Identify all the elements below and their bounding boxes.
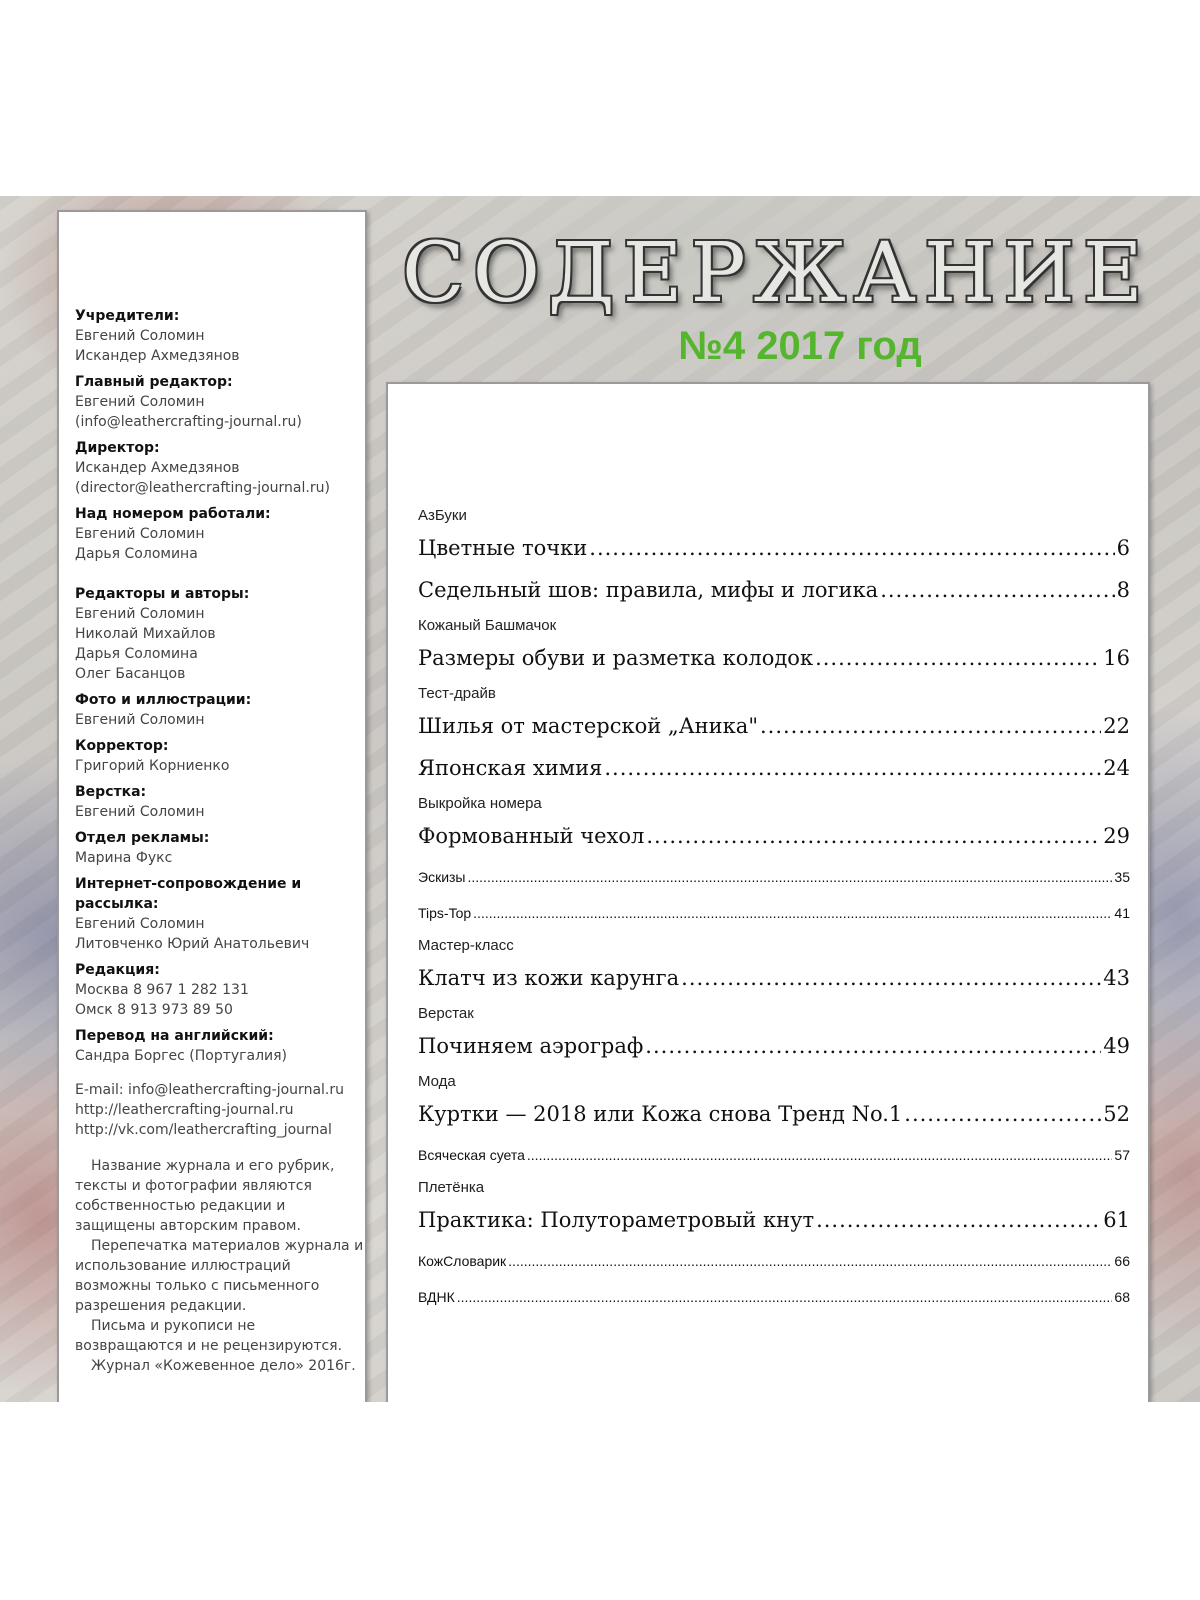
- toc-section: [418, 616, 1130, 676]
- dot-leader: [468, 864, 1113, 890]
- dot-leader: [473, 900, 1112, 926]
- page-number: 22: [1103, 714, 1130, 738]
- page-title: СОДЕРЖАНИЕ: [402, 226, 1151, 321]
- page-number: 29: [1103, 824, 1130, 848]
- toc-entry[interactable]: [418, 530, 1130, 566]
- section-title: Мастер-класс: [418, 937, 514, 954]
- magazine-page: [0, 196, 1200, 1402]
- credit-value: Искандер Ахмедзянов: [75, 348, 240, 364]
- credit-value: Николай Михайлов: [75, 626, 216, 642]
- credit-group: [75, 504, 365, 564]
- credit-group: [75, 1026, 365, 1066]
- entry-title: ВДНК: [418, 1289, 455, 1305]
- page-number: 57: [1114, 1147, 1130, 1163]
- toc-entry[interactable]: [418, 900, 1130, 926]
- credit-group: [75, 736, 365, 776]
- entry-title: Починяем аэрограф: [418, 1034, 644, 1058]
- entry-title: Куртки — 2018 или Кожа снова Тренд No.1: [418, 1102, 903, 1126]
- toc-entry[interactable]: [418, 960, 1130, 996]
- credit-value: Дарья Соломина: [75, 646, 198, 662]
- toc-entry[interactable]: [418, 1248, 1130, 1274]
- table-of-contents: [418, 498, 1130, 1320]
- entry-title: Клатч из кожи карунга: [418, 966, 680, 990]
- credit-value: Евгений Соломин: [75, 804, 205, 820]
- entry-title: Японская химия: [418, 756, 603, 780]
- copyright-notice: Перепечатка материалов журнала и использование иллюстраций возможны только с письменного разрешения редакции.: [75, 1238, 364, 1314]
- section-title: АзБуки: [418, 507, 467, 524]
- credit-value: Омск 8 913 973 89 50: [75, 1002, 233, 1018]
- credit-group: [75, 960, 365, 1020]
- copyright-notice: Название журнала и его рубрик, тексты и фотографии являются собственностью редакции и защищены авторским правом.: [75, 1158, 335, 1234]
- credit-label: Перевод на английский:: [75, 1028, 274, 1044]
- page-number: 43: [1103, 966, 1130, 990]
- credit-value: Олег Басанцов: [75, 666, 186, 682]
- section-title: Мода: [418, 1073, 456, 1090]
- page-number: 41: [1114, 905, 1130, 921]
- credit-group: [75, 874, 365, 954]
- credit-value: Сандра Боргес (Португалия): [75, 1048, 288, 1064]
- credit-value: Евгений Соломин: [75, 712, 205, 728]
- dot-leader: [645, 1028, 1101, 1064]
- page-number: 24: [1103, 756, 1130, 780]
- toc-entry[interactable]: [418, 1028, 1130, 1064]
- page-number: 49: [1103, 1034, 1130, 1058]
- dot-leader: [681, 960, 1101, 996]
- page-number: 66: [1114, 1253, 1130, 1269]
- credit-group: [75, 438, 365, 498]
- website-link[interactable]: http://leathercrafting-journal.ru: [75, 1102, 294, 1118]
- page-number: 35: [1114, 869, 1130, 885]
- toc-section: [418, 1178, 1130, 1310]
- credit-group: [75, 690, 365, 730]
- toc-section: [418, 684, 1130, 786]
- dot-leader: [760, 708, 1101, 744]
- email-contact: E-mail: info@leathercrafting-journal.ru: [75, 1082, 344, 1098]
- dot-leader: [904, 1096, 1101, 1132]
- credit-group: [75, 828, 365, 868]
- page-number: 6: [1116, 536, 1130, 560]
- section-title: Верстак: [418, 1005, 474, 1022]
- section-title: Кожаный Башмачок: [418, 617, 557, 634]
- credit-value: Евгений Соломин: [75, 526, 205, 542]
- toc-section: [418, 1072, 1130, 1168]
- credit-value: Литовченко Юрий Анатольевич: [75, 936, 310, 952]
- dot-leader: [604, 750, 1101, 786]
- page-number: 52: [1103, 1102, 1130, 1126]
- credits-list: [75, 306, 365, 1376]
- credit-value: Евгений Соломин: [75, 606, 205, 622]
- dot-leader: [527, 1142, 1113, 1168]
- credit-label: Над номером работали:: [75, 506, 271, 522]
- toc-entry[interactable]: [418, 1284, 1130, 1310]
- entry-title: КожСловарик: [418, 1253, 507, 1269]
- entry-title: Практика: Полутораметровый кнут: [418, 1208, 815, 1232]
- credit-label: Верстка:: [75, 784, 147, 800]
- credit-label: Директор:: [75, 440, 160, 456]
- page-number: 8: [1116, 578, 1130, 602]
- page-number: 16: [1103, 646, 1130, 670]
- section-title: Выкройка номера: [418, 795, 542, 812]
- dot-leader: [816, 1202, 1101, 1238]
- credit-label: Корректор:: [75, 738, 169, 754]
- credit-label: Редакторы и авторы:: [75, 586, 250, 602]
- credit-label: Фото и иллюстрации:: [75, 692, 252, 708]
- dot-leader: [589, 530, 1114, 566]
- toc-section: [418, 1004, 1130, 1064]
- entry-title: Формованный чехол: [418, 824, 645, 848]
- credit-group: [75, 584, 365, 684]
- toc-entry[interactable]: [418, 1096, 1130, 1132]
- credit-label: Главный редактор:: [75, 374, 233, 390]
- credit-value: (info@leathercrafting-journal.ru): [75, 414, 302, 430]
- toc-entry[interactable]: [418, 640, 1130, 676]
- toc-entry[interactable]: [418, 1202, 1130, 1238]
- entry-title: Всяческая суета: [418, 1147, 525, 1163]
- credit-value: Москва 8 967 1 282 131: [75, 982, 249, 998]
- toc-entry[interactable]: [418, 1142, 1130, 1168]
- entry-title: Размеры обуви и разметка колодок: [418, 646, 814, 670]
- toc-entry[interactable]: [418, 708, 1130, 744]
- credit-label: Редакция:: [75, 962, 160, 978]
- issue-number: №4 2017 год: [678, 324, 922, 368]
- entry-title: Шилья от мастерской „Аника": [418, 714, 758, 738]
- dot-leader: [457, 1284, 1113, 1310]
- website-link[interactable]: http://vk.com/leathercrafting_journal: [75, 1122, 332, 1138]
- dot-leader: [646, 818, 1101, 854]
- entry-title: Tips-Top: [418, 905, 472, 921]
- credit-label: Отдел рекламы:: [75, 830, 210, 846]
- toc-entry[interactable]: [418, 750, 1130, 786]
- entry-title: Седельный шов: правила, мифы и логика: [418, 578, 879, 602]
- toc-section: [418, 506, 1130, 608]
- credit-value: Григорий Корниенко: [75, 758, 230, 774]
- toc-section: [418, 936, 1130, 996]
- credit-value: (director@leathercrafting-journal.ru): [75, 480, 330, 496]
- credit-group: [75, 782, 365, 822]
- credit-group: [75, 306, 365, 366]
- credit-group: [75, 372, 365, 432]
- page-number: 61: [1103, 1208, 1130, 1232]
- credit-value: Марина Фукс: [75, 850, 173, 866]
- entry-title: Цветные точки: [418, 536, 588, 560]
- section-title: Плетёнка: [418, 1179, 485, 1196]
- credits-spacer: [75, 570, 365, 584]
- copyright-notice: Письма и рукописи не возвращаются и не рецензируются.: [75, 1318, 343, 1354]
- toc-panel: [386, 382, 1150, 1402]
- credit-value: Евгений Соломин: [75, 916, 205, 932]
- credit-value: Дарья Соломина: [75, 546, 198, 562]
- page-number: 68: [1114, 1289, 1130, 1305]
- section-title: Тест-драйв: [418, 685, 496, 702]
- dot-leader: [508, 1248, 1112, 1274]
- entry-title: Эскизы: [418, 869, 466, 885]
- toc-entry[interactable]: [418, 818, 1130, 854]
- credits-panel: [57, 210, 367, 1402]
- toc-section: [418, 794, 1130, 926]
- dot-leader: [880, 572, 1114, 608]
- credit-value: Евгений Соломин: [75, 328, 205, 344]
- toc-entry[interactable]: [418, 864, 1130, 890]
- copyright-notice: Журнал «Кожевенное дело» 2016г.: [91, 1358, 356, 1374]
- contacts: [75, 1080, 365, 1140]
- credit-label: Учредители:: [75, 308, 180, 324]
- dot-leader: [815, 640, 1101, 676]
- toc-entry[interactable]: [418, 572, 1130, 608]
- credit-label: Интернет-сопровождение и рассылка:: [75, 876, 302, 912]
- credit-value: Искандер Ахмедзянов: [75, 460, 240, 476]
- credit-value: Евгений Соломин: [75, 394, 205, 410]
